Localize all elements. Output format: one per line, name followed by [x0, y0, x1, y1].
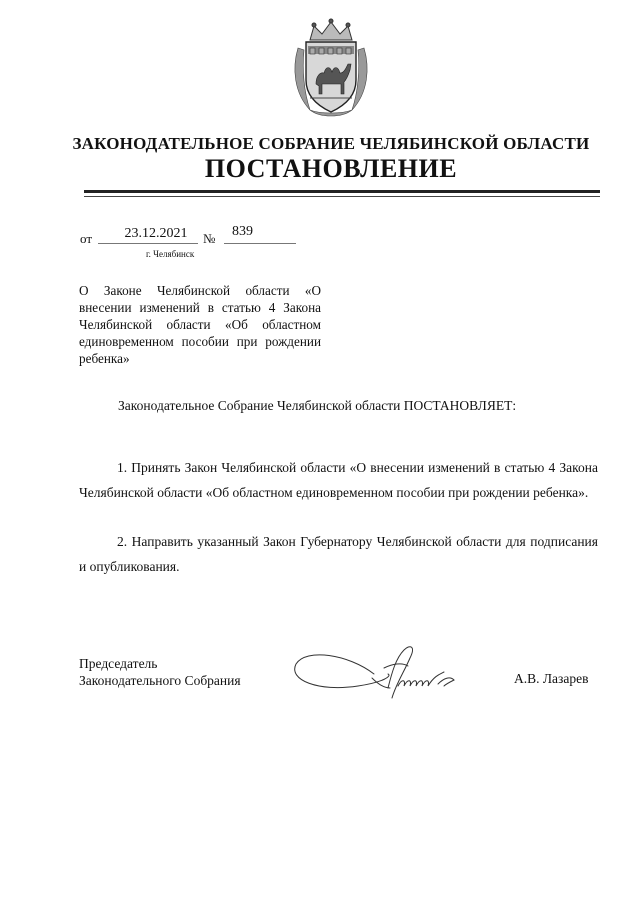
- header-divider-thin: [84, 196, 600, 197]
- paragraph-1: 1. Принять Закон Челябинской области «О внесении изменений в статью 4 Закона Челябинской области «Об областном единовременном пособии при рождении ребенка».: [79, 460, 598, 500]
- signatory-position-line-2: Законодательного Собрания: [79, 673, 241, 688]
- document-type-title: ПОСТАНОВЛЕНИЕ: [204, 154, 458, 183]
- number-underline: [224, 243, 296, 244]
- number-prefix: №: [203, 231, 216, 246]
- date-prefix: от: [80, 231, 93, 246]
- chelyabinsk-coat-of-arms-icon: [290, 18, 372, 120]
- signatory-name: А.В. Лазарев: [514, 671, 589, 686]
- handwritten-signature: [288, 628, 488, 718]
- document-subject: О Законе Челябинской области «О внесении изменений в статью 4 Закона Челябинской области «Об областном единовременном пособии при рождении ребенка»: [79, 283, 321, 366]
- organization-name: ЗАКОНОДАТЕЛЬНОЕ СОБРАНИЕ ЧЕЛЯБИНСКОЙ ОБЛАСТИ: [72, 134, 590, 153]
- document-number: 839: [232, 224, 253, 239]
- city-label: г. Челябинск: [146, 249, 195, 259]
- paragraph-2: 2. Направить указанный Закон Губернатору Челябинской области для подписания и опубликования.: [79, 534, 598, 574]
- document-date: 23.12.2021: [124, 226, 188, 241]
- header-divider-thick: [84, 190, 600, 193]
- date-underline: [98, 243, 198, 244]
- signatory-position: [79, 655, 241, 689]
- signatory-position-line-1: Председатель: [79, 656, 158, 671]
- decree-line: Законодательное Собрание Челябинской области ПОСТАНОВЛЯЕТ:: [118, 398, 517, 413]
